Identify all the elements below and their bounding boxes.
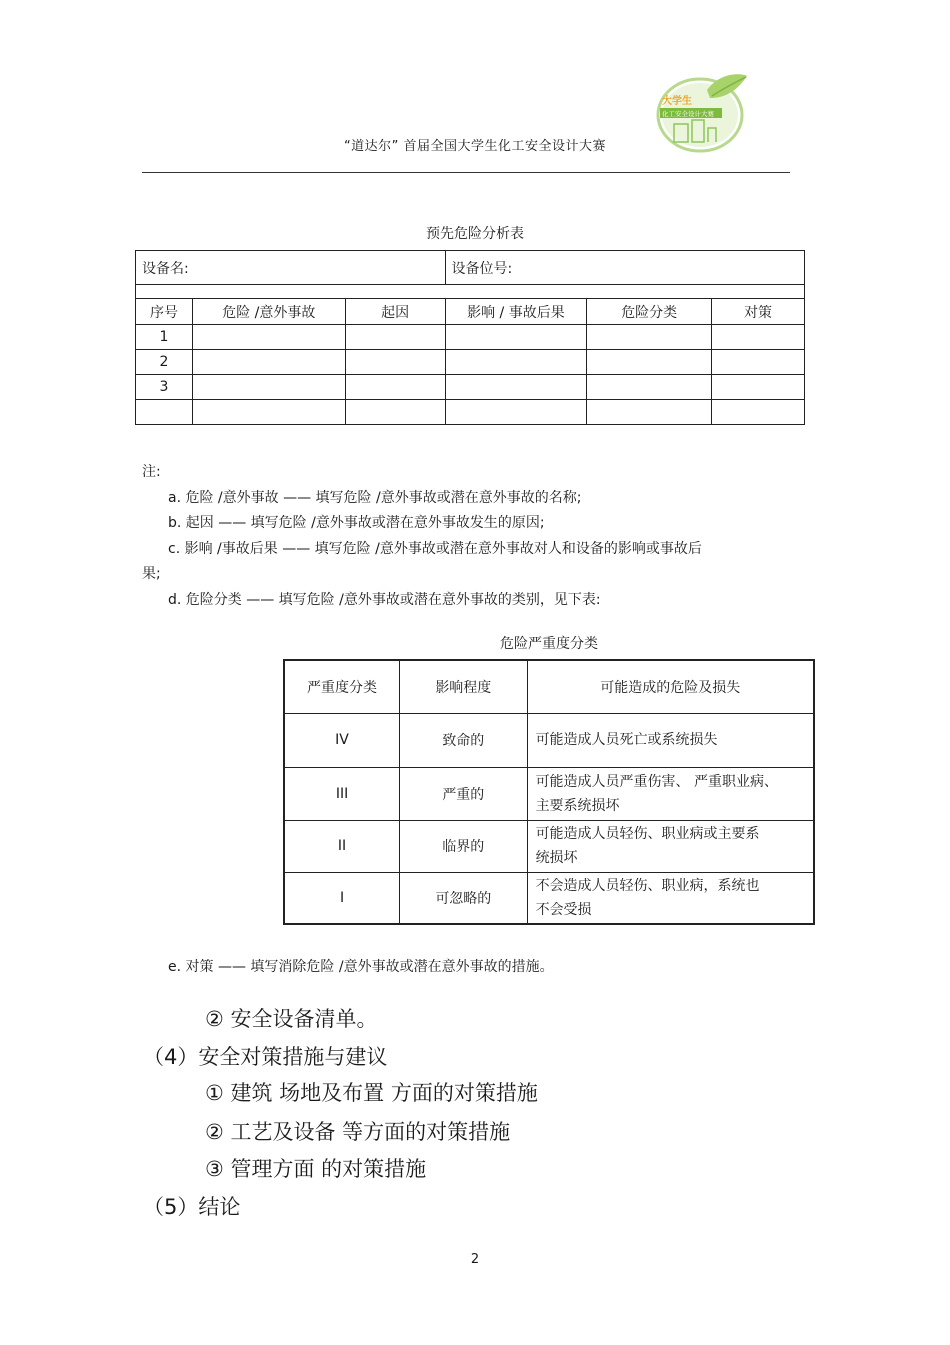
table-row <box>284 820 814 872</box>
severity-degree: 致命的 <box>400 713 528 767</box>
severity-header-loss: 可能造成的危险及损失 <box>527 660 814 713</box>
severity-header-level: 严重度分类 <box>284 660 400 713</box>
severity-loss <box>527 767 814 820</box>
note-c-line1: c. 影响 /事故后果 —— 填写危险 /意外事故或潜在意外事故对人和设备的影响或事故后 <box>168 540 702 557</box>
row-number: 1 <box>136 325 193 350</box>
severity-level: IV <box>284 713 400 767</box>
table-row <box>136 400 805 425</box>
section-4-heading: （4）安全对策措施与建议 <box>143 1045 388 1069</box>
severity-loss <box>527 713 814 767</box>
col-header-effect: 影响 / 事故后果 <box>445 299 587 325</box>
note-b: b. 起因 —— 填写危险 /意外事故或潜在意外事故发生的原因; <box>168 515 545 531</box>
severity-level: I <box>284 872 400 924</box>
table-row <box>284 767 814 820</box>
severity-table-title: 危险严重度分类 <box>500 636 598 652</box>
table-row <box>284 713 814 767</box>
severity-degree: 可忽略的 <box>400 872 528 924</box>
severity-loss-line: 可能造成人员轻伤、职业病或主要系 <box>535 826 760 842</box>
severity-header-degree: 影响程度 <box>400 660 528 713</box>
severity-level: II <box>284 820 400 872</box>
severity-degree: 临界的 <box>400 820 528 872</box>
severity-loss <box>527 820 814 872</box>
page-number: 2 <box>470 1252 480 1267</box>
header-divider <box>142 172 790 173</box>
severity-loss-line: 可能造成人员严重伤害、 严重职业病、 <box>535 773 779 790</box>
col-header-hazard: 危险 /意外事故 <box>192 299 345 325</box>
severity-loss-line: 可能造成人员死亡或系统损失 <box>535 732 718 748</box>
notes-label: 注: <box>142 464 161 480</box>
severity-loss-line: 统损坏 <box>535 850 578 866</box>
note-c-line2: 果; <box>142 566 161 582</box>
equipment-name-label: 设备名: <box>142 260 189 277</box>
severity-loss-line: 主要系统损坏 <box>535 797 620 814</box>
col-header-category: 危险分类 <box>587 299 712 325</box>
col-header-countermeasure: 对策 <box>712 299 805 325</box>
row-number: 3 <box>136 375 193 400</box>
row-number: 2 <box>136 350 193 375</box>
severity-loss-line: 不会造成人员轻伤、职业病，系统也 <box>535 877 760 894</box>
severity-loss <box>527 872 814 924</box>
equipment-name-cell <box>136 251 446 285</box>
item-safety-equipment-list: ② 安全设备清单。 <box>205 1007 378 1031</box>
note-d: d. 危险分类 —— 填写危险 /意外事故或潜在意外事故的类别，见下表: <box>168 591 601 608</box>
logo-text-bottom: 化工安全设计大赛 <box>662 110 714 118</box>
col-header-cause: 起因 <box>345 299 445 325</box>
section-5-heading: （5）结论 <box>143 1195 241 1219</box>
pha-table <box>135 250 805 425</box>
table-row <box>284 872 814 924</box>
equipment-location-cell <box>445 251 804 285</box>
spacer-row <box>136 285 805 299</box>
row-number <box>136 400 193 425</box>
header-title: “道达尔” 首届全国大学生化工安全设计大赛 <box>343 139 607 154</box>
severity-loss-line: 不会受损 <box>535 901 592 918</box>
table-row <box>136 375 805 400</box>
subitem-management: ③ 管理方面 的对策措施 <box>205 1157 427 1181</box>
severity-table <box>283 659 815 925</box>
table-row <box>136 325 805 350</box>
note-a: a. 危险 /意外事故 —— 填写危险 /意外事故或潜在意外事故的名称; <box>168 489 582 506</box>
severity-degree: 严重的 <box>400 767 528 820</box>
equipment-location-label: 设备位号: <box>451 260 513 277</box>
note-e: e. 对策 —— 填写消除危险 /意外事故或潜在意外事故的措施。 <box>168 959 554 975</box>
severity-level: III <box>284 767 400 820</box>
col-header-number: 序号 <box>136 299 193 325</box>
table-row <box>136 350 805 375</box>
logo-text-top: 大学生 <box>662 96 692 107</box>
subitem-site-layout: ① 建筑 场地及布置 方面的对策措施 <box>205 1081 538 1105</box>
pha-table-title: 预先危险分析表 <box>426 226 524 242</box>
notes-section <box>142 460 802 613</box>
subitem-process-equipment: ② 工艺及设备 等方面的对策措施 <box>205 1120 511 1144</box>
